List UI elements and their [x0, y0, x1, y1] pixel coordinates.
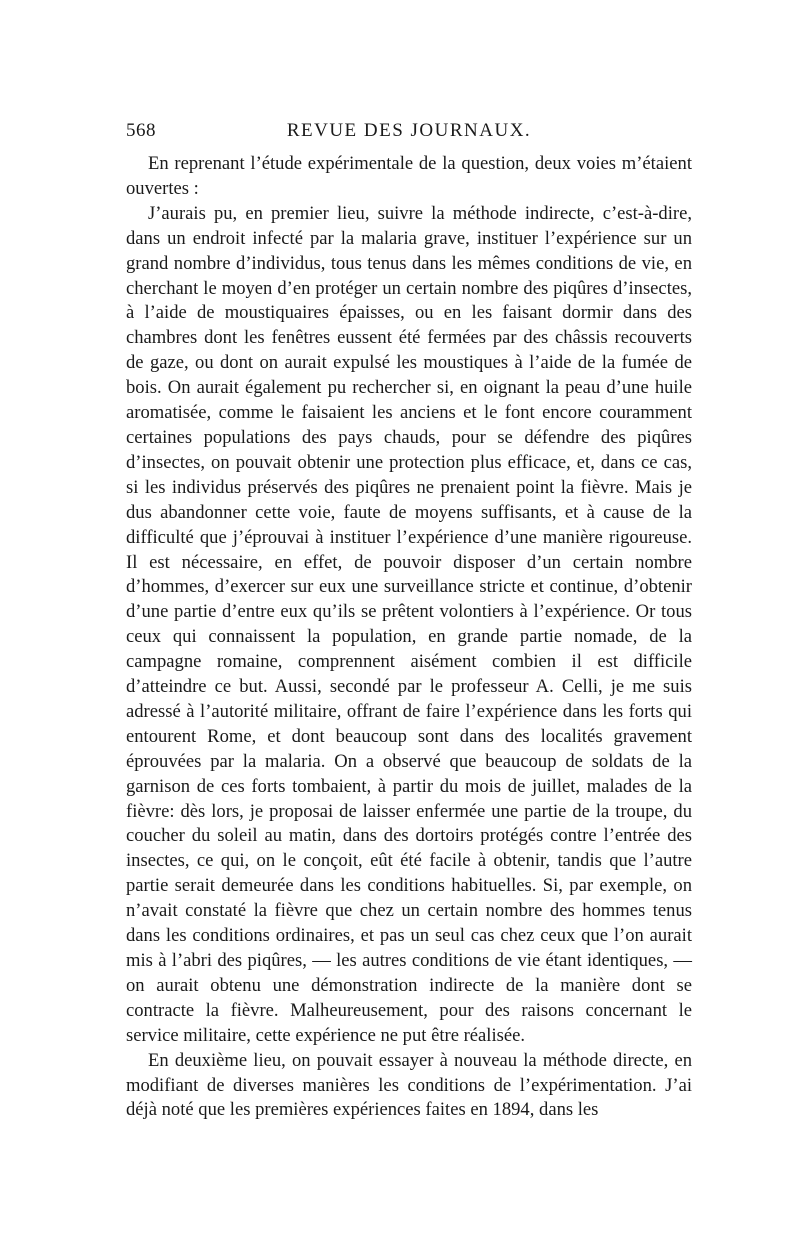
- page-header: [126, 120, 692, 144]
- paragraph: En deuxième lieu, on pouvait essayer à nouveau la méthode directe, en modifiant de diverses manières les conditions de l’expérimentation. J’ai déjà noté que les premières expériences faites en 1894, dans les: [126, 1049, 692, 1121]
- body-text: [126, 152, 692, 1123]
- paragraph: En reprenant l’étude expérimentale de la question, deux voies m’étaient ouvertes :: [126, 153, 692, 199]
- paragraph: J’aurais pu, en premier lieu, suivre la méthode indirecte, c’est-à-dire, dans un endroit infecté par la malaria grave, instituer l’expérience sur un grand nombre d’individus, tous tenus dans les mêmes conditions de vie, en cherchant le moyen d’en protéger un certain nombre des piqûres d’insectes, à l’aide de moustiquaires épaisses, ou en les faisant dormir dans des chambres dont les fenêtres eussent été fermées par des châssis recouverts de gaze, ou dont on aurait expulsé les moustiques à l’aide de la fumée de bois. On aurait également pu rechercher si, en oignant la peau d’une huile aromatisée, comme le faisaient les anciens et le font encore couramment certaines populations des pays chauds, pour se défendre des piqûres d’insectes, on pouvait obtenir une protection plus efficace, et, dans ce cas, si les individus préservés des piqûres ne prenaient point la fièvre. Mais je dus abandonner cette voie, faute de moyens suffisants, et à cause de la difficulté que j’éprouvai à instituer l’expérience d’une manière rigoureuse. Il est nécessaire, en effet, de pouvoir disposer d’un certain nombre d’hommes, d’exercer sur eux une surveillance stricte et continue, d’obtenir d’une partie d’entre eux qu’ils se prêtent volontiers à l’expérience. Or tous ceux qui connaissent la population, en grande partie nomade, de la campagne romaine, comprennent aisément combien il est difficile d’atteindre ce but. Aussi, secondé par le professeur A. Celli, je me suis adressé à l’autorité militaire, offrant de faire l’expérience dans les forts qui entourent Rome, et dont beaucoup sont dans des localités gravement éprouvées par la malaria. On a observé que beaucoup de soldats de la garnison de ces forts tombaient, à partir du mois de juillet, malades de la fièvre: dès lors, je proposai de laisser enfermée une partie de la troupe, du coucher du soleil au matin, dans des dortoirs protégés contre l’entrée des insectes, ce qui, on le conçoit, eût été facile à obtenir, tandis que l’autre partie serait demeurée dans les conditions habituelles. Si, par exemple, on n’avait constaté la fièvre que chez un certain nombre des hommes tenus dans les conditions ordinaires, et pas un seul cas chez ceux que l’on aurait mis à l’abri des piqûres, — les autres conditions de vie étant identiques, — on aurait obtenu une démonstration indirecte de la manière dont se contracte la fièvre. Malheureusement, pour des raisons concernant le service militaire, cette expérience ne put être réalisée.: [126, 202, 692, 1046]
- page-number: 568: [126, 120, 156, 141]
- running-title: REVUE DES JOURNAUX.: [286, 120, 532, 141]
